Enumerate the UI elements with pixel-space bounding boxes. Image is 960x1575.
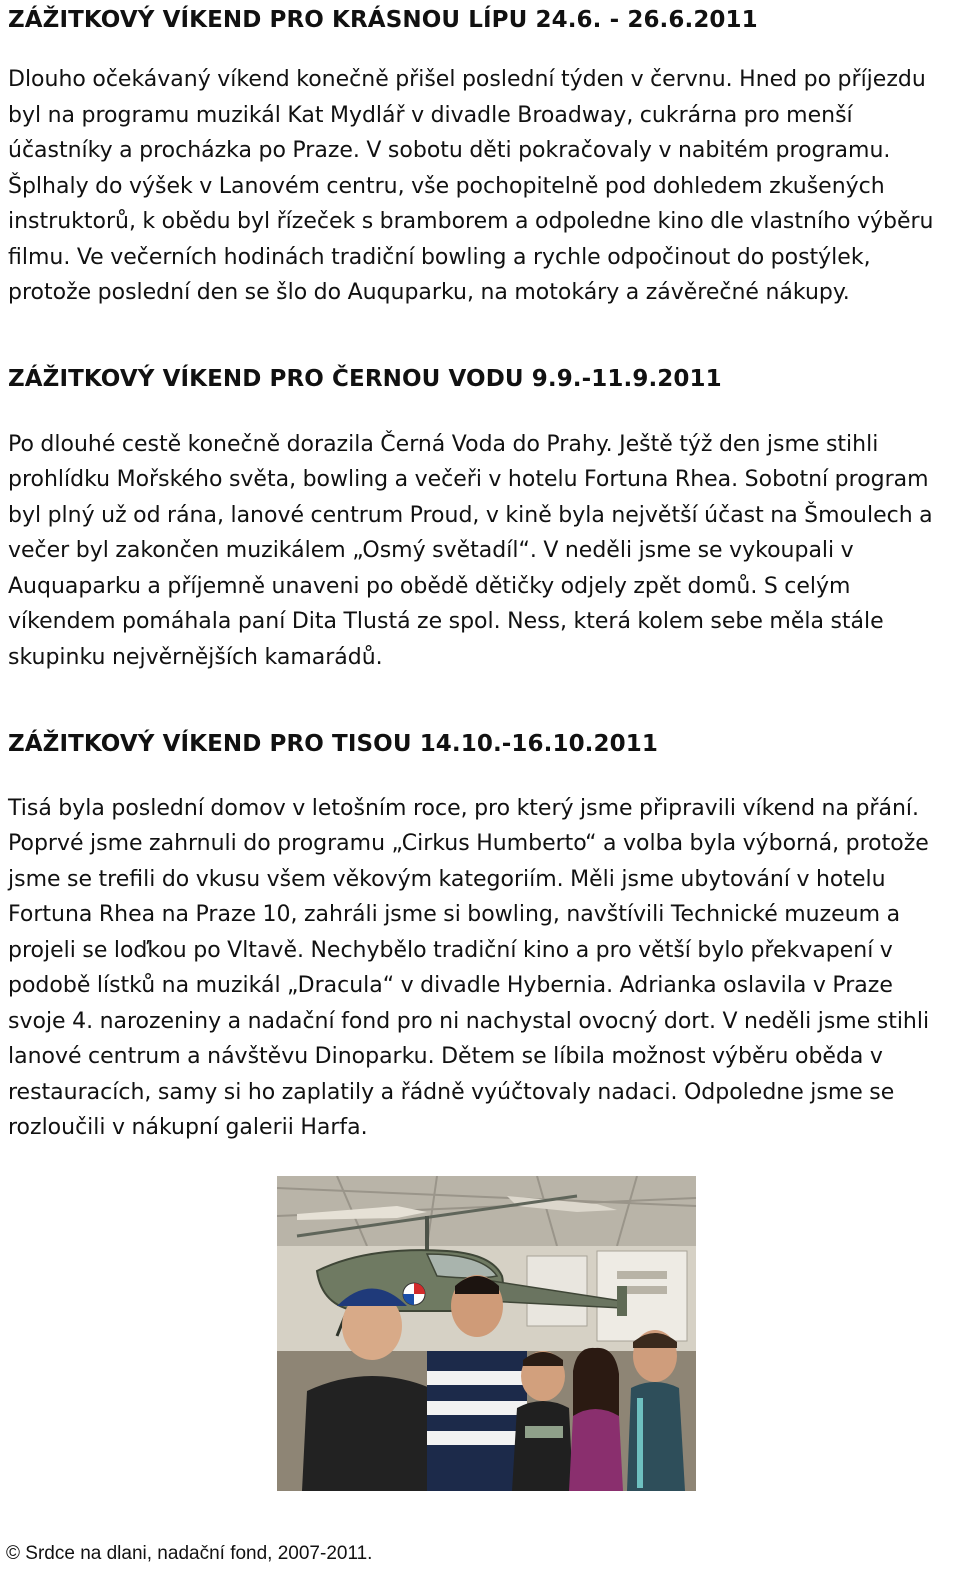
paragraph-line: instruktorů, k obědu byl řízeček s bramborem a odpoledne kino dle vlastního výběru bbox=[8, 209, 934, 234]
paragraph-line: podobě lístků na muzikál „Dracula“ v divadle Hybernia. Adrianka oslavila v Praze bbox=[8, 973, 893, 998]
paragraph-line: Po dlouhé cestě konečně dorazila Černá Voda do Prahy. Ještě týž den jsme stihli bbox=[8, 432, 879, 457]
paragraph-line: Auquaparku a příjemně unaveni po obědě dětičky odjely zpět domů. S celým bbox=[8, 574, 851, 599]
paragraph-line: Tisá byla poslední domov v letošním roce, pro který jsme připravili víkend na přání. bbox=[8, 796, 920, 821]
paragraph-line: svoje 4. narozeniny a nadační fond pro ni nachystal ovocný dort. V neděli jsme stihli bbox=[8, 1009, 930, 1034]
section-heading-krasna-lipa: ZÁŽITKOVÝ VÍKEND PRO KRÁSNOU LÍPU 24.6. - 26.6.2011 bbox=[8, 7, 758, 33]
paragraph-line: prohlídku Mořského světa, bowling a večeři v hotelu Fortuna Rhea. Sobotní program bbox=[8, 467, 929, 492]
paragraph-line: Dlouho očekávaný víkend konečně přišel poslední týden v červnu. Hned po příjezdu bbox=[8, 67, 926, 92]
paragraph-line: večer byl zakončen muzikálem „Osmý světadíl“. V neděli jsme se vykoupali v bbox=[8, 538, 854, 563]
footer-copyright: © Srdce na dlani, nadační fond, 2007-2011. bbox=[6, 1543, 373, 1564]
paragraph-line: rozloučili v nákupní galerii Harfa. bbox=[8, 1115, 368, 1140]
paragraph-line: skupinku nejvěrnějších kamarádů. bbox=[8, 645, 383, 670]
paragraph-line: lanové centrum a návštěvu Dinoparku. Dětem se líbila možnost výběru oběda v bbox=[8, 1044, 883, 1069]
paragraph-line: víkendem pomáhala paní Dita Tlustá ze spol. Ness, která kolem sebe měla stále bbox=[8, 609, 884, 634]
paragraph-line: účastníky a procházka po Praze. V sobotu děti pokračovaly v nabitém programu. bbox=[8, 138, 891, 163]
paragraph-line: restauracích, samy si ho zaplatily a řádně vyúčtovaly nadaci. Odpoledne jsme se bbox=[8, 1080, 895, 1105]
paragraph-line: byl plný už od rána, lanové centrum Proud, v kině byla největší účast na Šmoulech a bbox=[8, 503, 933, 528]
paragraph-line: jsme se trefili do vkusu všem věkovým kategoriím. Měli jsme ubytování v hotelu bbox=[8, 867, 886, 892]
group-photo-museum-helicopter-icon bbox=[277, 1176, 696, 1491]
paragraph-line: filmu. Ve večerních hodinách tradiční bowling a rychle odpočinout do postýlek, bbox=[8, 245, 871, 270]
section-heading-cerna-voda: ZÁŽITKOVÝ VÍKEND PRO ČERNOU VODU 9.9.-11.9.2011 bbox=[8, 366, 722, 392]
paragraph-line: Fortuna Rhea na Praze 10, zahráli jsme si bowling, navštívili Technické muzeum a bbox=[8, 902, 901, 927]
section-heading-tisa: ZÁŽITKOVÝ VÍKEND PRO TISOU 14.10.-16.10.2011 bbox=[8, 731, 658, 757]
paragraph-line: protože poslední den se šlo do Auquparku, na motokáry a závěrečné nákupy. bbox=[8, 280, 850, 305]
group-photo bbox=[277, 1176, 696, 1491]
paragraph-line: byl na programu muzikál Kat Mydlář v divadle Broadway, cukrárna pro menší bbox=[8, 103, 853, 128]
paragraph-line: Šplhaly do výšek v Lanovém centru, vše pochopitelně pod dohledem zkušených bbox=[8, 174, 885, 199]
paragraph-line: projeli se loďkou po Vltavě. Nechybělo tradiční kino a pro větší bylo překvapení v bbox=[8, 938, 893, 963]
paragraph-line: Poprvé jsme zahrnuli do programu „Cirkus Humberto“ a volba byla výborná, protože bbox=[8, 831, 929, 856]
